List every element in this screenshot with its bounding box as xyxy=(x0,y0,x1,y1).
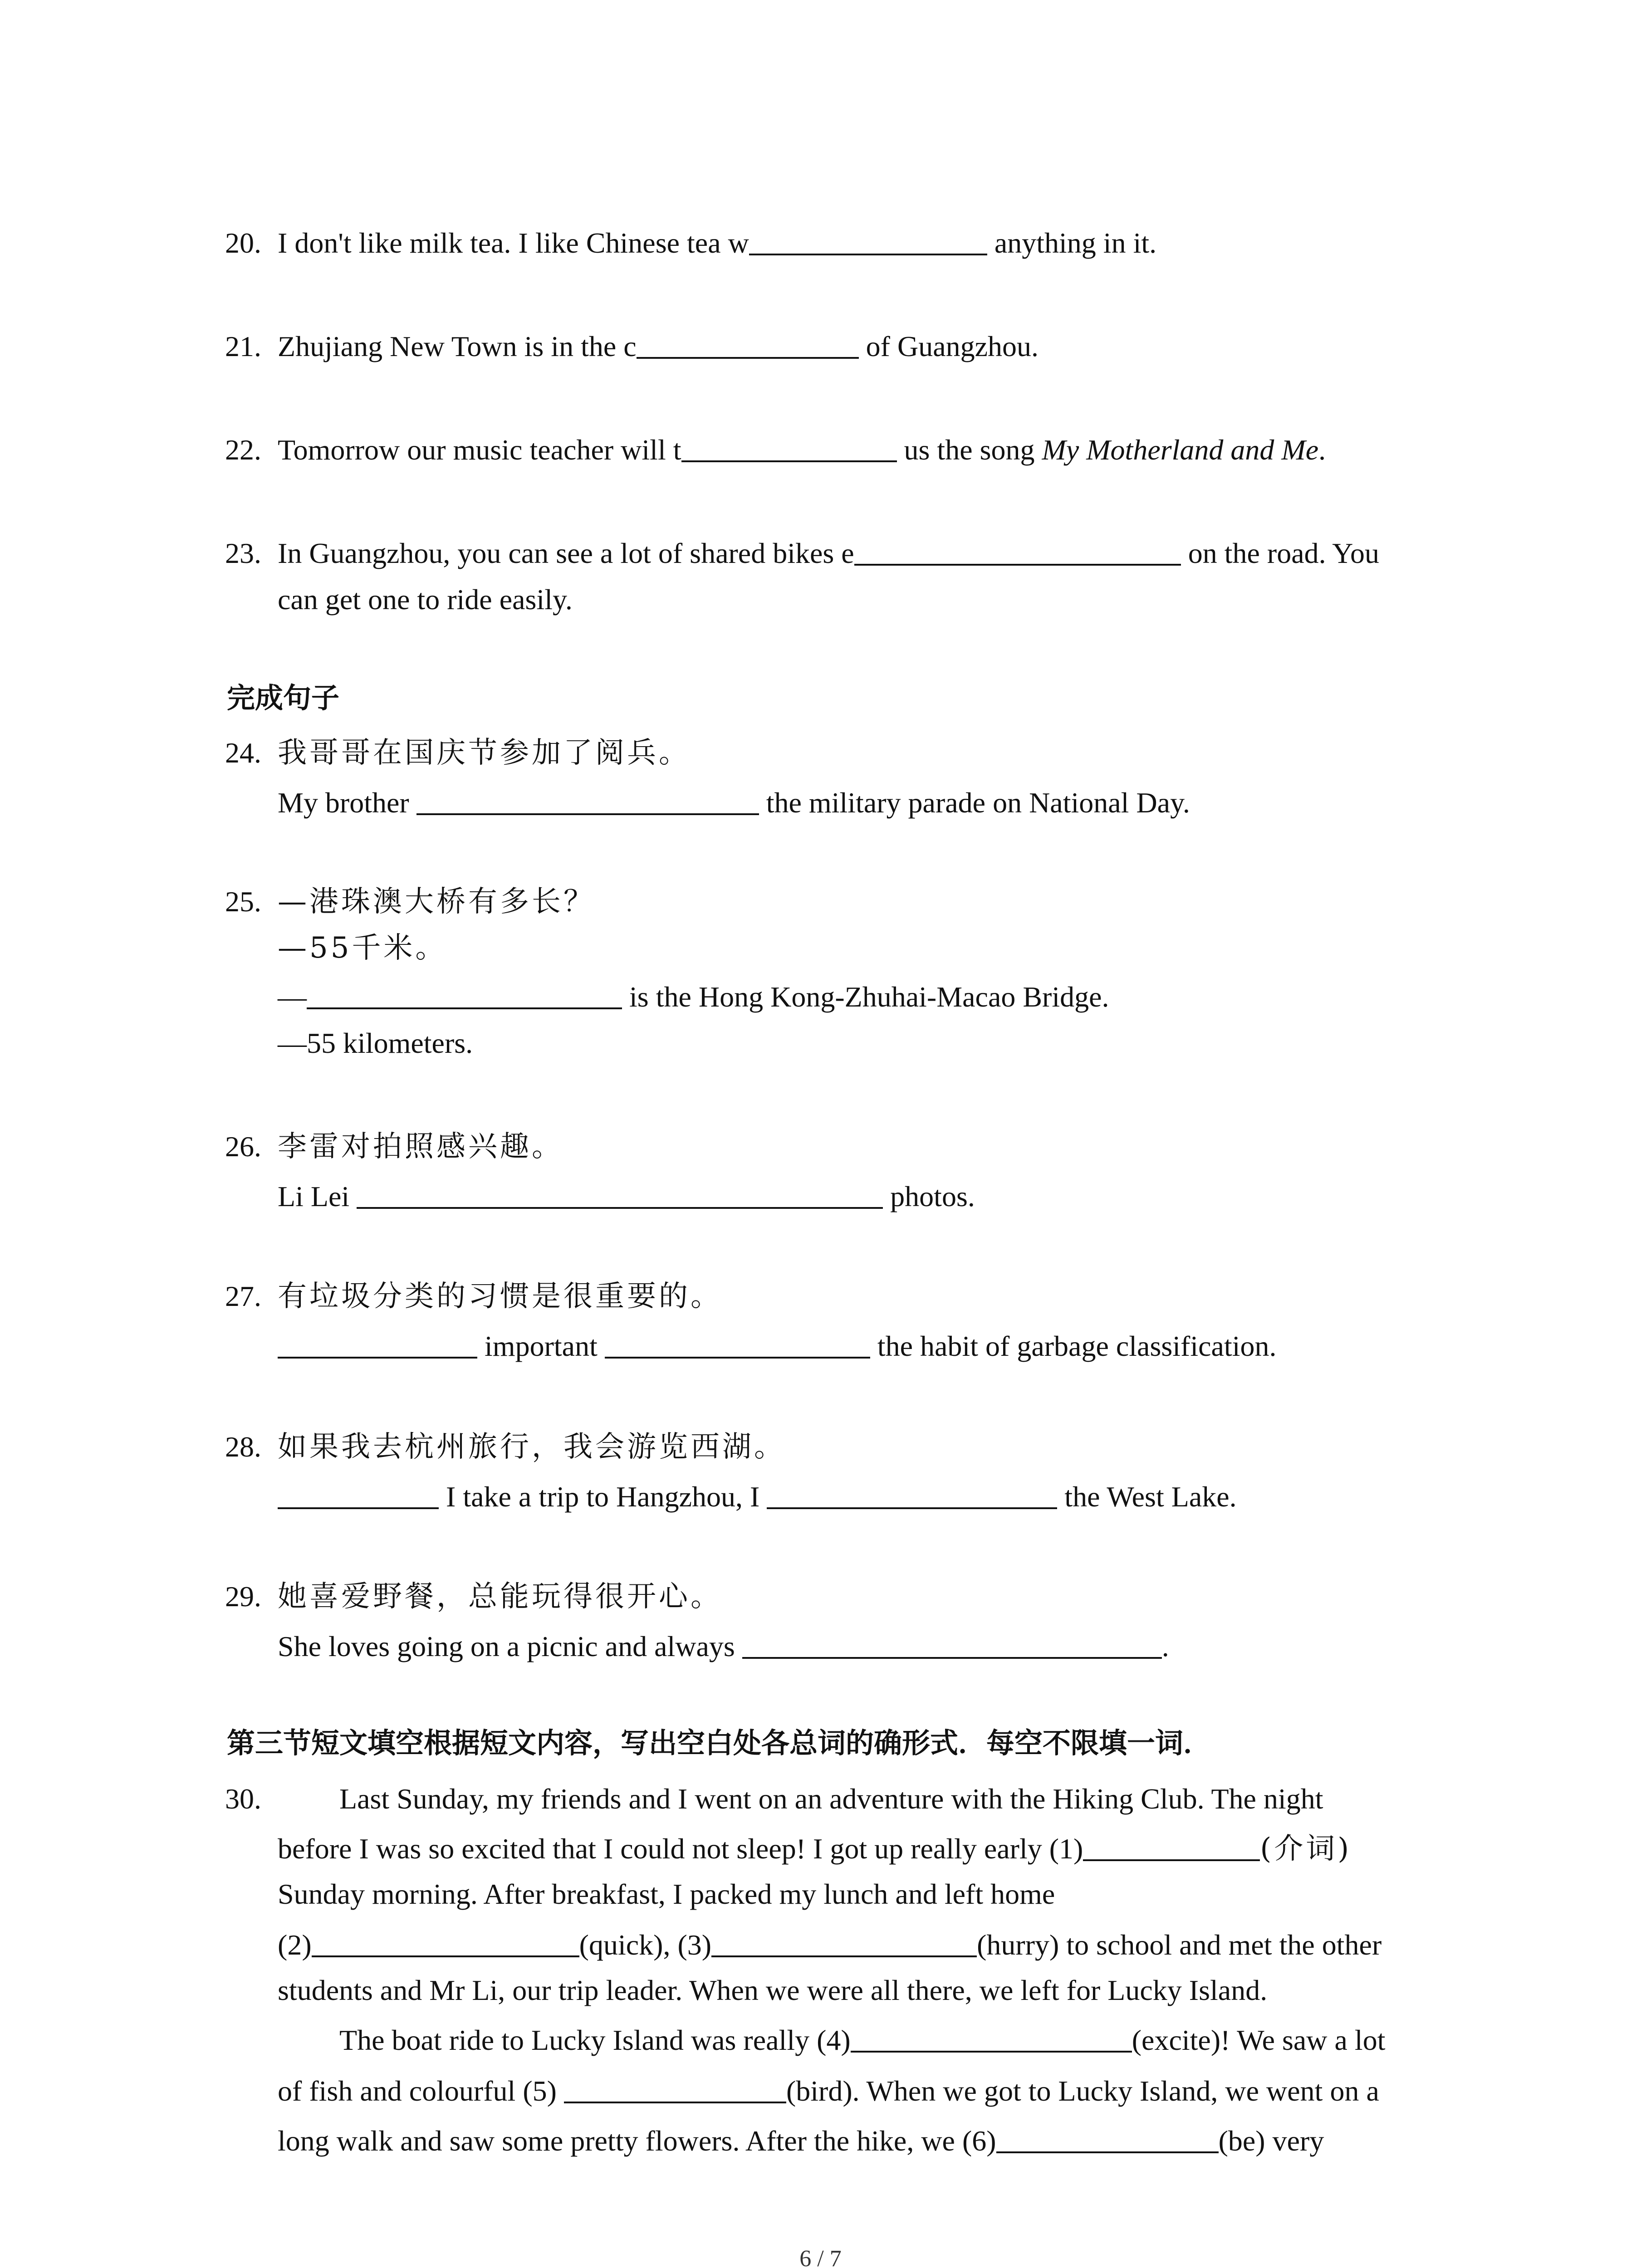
question-21 xyxy=(278,332,1038,361)
question-text: I don't like milk tea. I like Chinese tea w xyxy=(278,227,749,259)
question-25 xyxy=(278,982,1109,1012)
passage-line: Sunday morning. After breakfast, I packed my lunch and left home xyxy=(278,1878,1055,1910)
passage-text: before I was so excited that I could not sleep! I got up really early (1) xyxy=(278,1833,1083,1865)
question-29 xyxy=(278,1632,1169,1661)
passage-text: (2) xyxy=(278,1929,312,1961)
answer-blank[interactable] xyxy=(767,1484,1057,1509)
question-text: In Guangzhou, you can see a lot of shared bikes e xyxy=(278,537,854,569)
question-27 xyxy=(278,1332,1277,1361)
passage-text: (excite)! We saw a lot xyxy=(1132,2024,1386,2056)
question-text: My brother xyxy=(278,787,409,819)
passage-text: long walk and saw some pretty flowers. After the hike, we (6) xyxy=(278,2125,996,2157)
chinese-prompt: —港珠澳大桥有多长？ xyxy=(278,885,595,919)
question-22 xyxy=(278,435,1326,464)
question-text: Tomorrow our music teacher will t xyxy=(278,434,681,466)
answer-blank-2[interactable] xyxy=(312,1932,579,1957)
question-text: . xyxy=(1161,1630,1169,1662)
question-number: 30. xyxy=(225,1783,261,1815)
question-text: Li Lei xyxy=(278,1180,350,1212)
passage-line xyxy=(278,2126,1324,2156)
page-number: 6 / 7 xyxy=(799,2246,842,2268)
question-text: can get one to ride easily. xyxy=(278,583,573,616)
chinese-prompt: 李雷对拍照感兴趣。 xyxy=(278,1130,563,1163)
passage-text: (quick), (3) xyxy=(579,1929,712,1961)
chinese-prompt: —55千米。 xyxy=(278,931,447,965)
question-text: us the song xyxy=(904,434,1042,466)
question-number: 23. xyxy=(225,537,261,569)
answer-blank[interactable] xyxy=(278,1333,477,1359)
question-number: 21. xyxy=(225,330,261,362)
question-number: 20. xyxy=(225,227,261,259)
question-text: the West Lake. xyxy=(1064,1481,1237,1513)
passage-line: Last Sunday, my friends and I went on an adventure with the Hiking Club. The night xyxy=(339,1783,1323,1815)
question-number: 27. xyxy=(225,1280,261,1312)
answer-blank[interactable] xyxy=(278,1484,439,1509)
question-text: the habit of garbage classification. xyxy=(877,1330,1277,1362)
passage-line: students and Mr Li, our trip leader. When we were all there, we left for Lucky Island. xyxy=(278,1974,1268,2006)
answer-blank-3[interactable] xyxy=(711,1932,977,1957)
question-text: . xyxy=(1318,434,1326,466)
answer-blank[interactable] xyxy=(357,1183,883,1209)
chinese-prompt: 我哥哥在国庆节参加了阅兵。 xyxy=(278,736,691,770)
section-heading: 完成句子 xyxy=(227,681,340,714)
question-text: is the Hong Kong-Zhuhai-Macao Bridge. xyxy=(629,981,1109,1013)
question-number: 26. xyxy=(225,1130,261,1163)
answer-blank[interactable] xyxy=(749,230,987,255)
question-text: anything in it. xyxy=(994,227,1157,259)
question-20 xyxy=(278,229,1156,258)
passage-text: The boat ride to Lucky Island was really (4) xyxy=(339,2024,851,2056)
passage-text: (hurry) to school and met the other xyxy=(977,1929,1382,1961)
question-text: She loves going on a picnic and always xyxy=(278,1630,735,1662)
question-text: of Guangzhou. xyxy=(866,330,1038,362)
question-text: photos. xyxy=(890,1180,975,1212)
question-text: — xyxy=(278,981,307,1013)
answer-blank[interactable] xyxy=(681,437,897,462)
answer-blank[interactable] xyxy=(605,1333,870,1359)
answer-blank-4[interactable] xyxy=(851,2027,1132,2053)
question-24 xyxy=(278,788,1190,817)
answer-blank[interactable] xyxy=(742,1633,1162,1659)
passage-line xyxy=(278,2077,1379,2106)
chinese-prompt: 有垃圾分类的习惯是很重要的。 xyxy=(278,1280,722,1313)
passage-line xyxy=(278,1832,1352,1866)
question-23 xyxy=(278,539,1379,568)
answer-blank[interactable] xyxy=(854,540,1181,566)
answer-blank[interactable] xyxy=(416,790,759,815)
question-26 xyxy=(278,1182,975,1211)
passage-text: of fish and colourful (5) xyxy=(278,2075,564,2107)
passage-text: (bird). When we got to Lucky Island, we went on a xyxy=(786,2075,1379,2107)
chinese-prompt: 她喜爱野餐，总能玩得很开心。 xyxy=(278,1580,722,1613)
question-text: important xyxy=(485,1330,598,1362)
section-heading: 第三节短文填空根据短文内容，写出空白处各总词的确形式．每空不限填一词． xyxy=(227,1726,1212,1760)
answer-blank-6[interactable] xyxy=(996,2128,1219,2153)
answer-blank[interactable] xyxy=(637,333,859,359)
question-text: on the road. You xyxy=(1188,537,1380,569)
question-text: —55 kilometers. xyxy=(278,1027,473,1059)
question-text: the military parade on National Day. xyxy=(766,787,1190,819)
question-28 xyxy=(278,1482,1237,1511)
question-number: 25. xyxy=(225,885,261,918)
question-number: 29. xyxy=(225,1580,261,1613)
passage-line xyxy=(339,2026,1385,2055)
passage-line xyxy=(278,1931,1381,1960)
question-text: Zhujiang New Town is in the c xyxy=(278,330,637,362)
song-title: My Motherland and Me xyxy=(1042,434,1319,466)
question-number: 28. xyxy=(225,1431,261,1463)
question-text: I take a trip to Hangzhou, I xyxy=(446,1481,760,1513)
question-number: 22. xyxy=(225,434,261,466)
chinese-prompt: 如果我去杭州旅行，我会游览西湖。 xyxy=(278,1430,786,1464)
hint-text: (介词) xyxy=(1260,1832,1352,1866)
answer-blank-1[interactable] xyxy=(1083,1836,1260,1861)
answer-blank[interactable] xyxy=(307,984,622,1009)
answer-blank-5[interactable] xyxy=(564,2078,786,2103)
passage-text: (be) very xyxy=(1218,2125,1324,2157)
question-number: 24. xyxy=(225,737,261,769)
